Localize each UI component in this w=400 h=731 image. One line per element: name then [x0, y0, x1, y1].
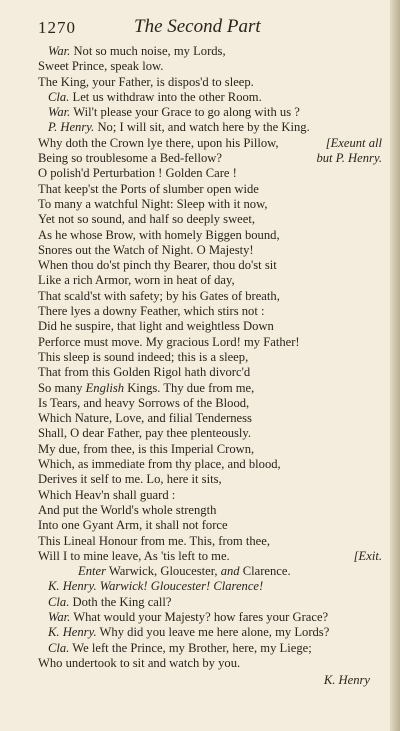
line-text: When thou do'st pinch thy Bearer, thou do'st sit [38, 258, 277, 273]
line-text: Into one Gyant Arm, it shall not force [38, 518, 228, 533]
text-line [38, 656, 382, 671]
text-line [38, 166, 382, 181]
text-line [38, 182, 382, 197]
text-line [38, 350, 382, 365]
line-text: As he whose Brow, with homely Biggen bound, [38, 227, 280, 242]
running-title: The Second Part [134, 16, 261, 37]
line-text: We left the Prince, my Brother, here, my Liege; [69, 640, 312, 655]
text-line [38, 243, 382, 258]
text-line [38, 610, 382, 625]
text-line [38, 304, 382, 319]
text-line [38, 151, 382, 166]
speaker-name: Cla. [48, 640, 70, 655]
text-line [38, 625, 382, 640]
line-text: Perforce must move. My gracious Lord! my Father! [38, 334, 300, 349]
line-text: Is Tears, and heavy Sorrows of the Blood, [38, 395, 250, 410]
line-text: Did he suspire, that light and weightless Down [38, 319, 274, 334]
line-text: Not so much noise, my Lords, [70, 44, 226, 58]
line-text: Warwick, Gloucester, [105, 564, 221, 579]
text-line [38, 120, 382, 135]
stage-direction [38, 564, 382, 579]
line-text: Kings. Thy due from me, [124, 380, 255, 395]
line-text: There lyes a downy Feather, which stirs not : [38, 304, 265, 319]
line-text: That from this Golden Rigol hath divorc'd [38, 365, 251, 380]
speaker-name: Cla. [48, 594, 70, 609]
line-text: No; I will sit, and watch here by the King. [94, 120, 310, 135]
line-text: My due, from thee, is this Imperial Crown, [38, 441, 255, 456]
speaker-name: Cla. [48, 89, 70, 104]
text-line [38, 411, 382, 426]
text-line [38, 197, 382, 212]
text-line [38, 518, 382, 533]
text-line [38, 534, 382, 549]
play-text [38, 44, 382, 671]
text-line [38, 90, 382, 105]
line-text: Wil't please your Grace to go along with us ? [70, 105, 300, 120]
text-line [38, 105, 382, 120]
text-line [38, 472, 382, 487]
text-line [38, 641, 382, 656]
text-line [38, 442, 382, 457]
line-text: Why doth the Crown lye there, upon his Pillow, [38, 135, 279, 150]
line-text: O polish'd Perturbation ! Golden Care ! [38, 166, 237, 181]
line-text: Being so troublesome a Bed-fellow? [38, 151, 222, 166]
italic-text: English [85, 380, 125, 395]
text-line [38, 595, 382, 610]
line-text: Doth the King call? [69, 594, 172, 609]
line-text: And put the World's whole strength [38, 502, 217, 517]
text-line [38, 457, 382, 472]
catchword: K. Henry [323, 673, 370, 688]
text-line [38, 396, 382, 411]
text-line [38, 44, 382, 59]
line-text: Sweet Prince, speak low. [38, 59, 164, 74]
line-text: So many [38, 380, 86, 395]
text-line [38, 381, 382, 396]
speaker-name: War. [48, 609, 71, 624]
text-line [38, 59, 382, 74]
speaker-name: K. Henry. [48, 625, 97, 640]
text-line [38, 503, 382, 518]
line-text: What would your Majesty? how fares your Grace? [70, 609, 329, 624]
text-line [38, 273, 382, 288]
text-line [38, 365, 382, 380]
line-text: Why did you leave me here alone, my Lords? [96, 625, 330, 640]
text-line [38, 212, 382, 227]
text-line [38, 335, 382, 350]
line-text: Which Heav'n shall guard : [38, 487, 176, 502]
line-text: That keep'st the Ports of slumber open wide [38, 181, 259, 196]
text-line [38, 579, 382, 594]
stage-direction-right: but P. Henry. [316, 151, 382, 166]
line-text: The King, your Father, is dispos'd to sleep. [38, 74, 254, 89]
text-line [38, 426, 382, 441]
speaker-name: War. [48, 44, 71, 58]
text-line [38, 75, 382, 90]
text-line [38, 488, 382, 503]
line-text: Like a rich Armor, worn in heat of day, [38, 273, 235, 288]
line-text: Snores out the Watch of Night. O Majesty! [38, 242, 254, 257]
page-header [38, 18, 376, 40]
page-number: 1270 [38, 18, 76, 37]
speaker-name: K. Henry. Warwick! Gloucester! Clarence! [48, 579, 264, 594]
text-line [38, 136, 382, 151]
speaker-name: War. [48, 105, 71, 120]
text-line [38, 258, 382, 273]
line-text: Shall, O dear Father, pay thee plenteously. [38, 426, 252, 441]
text-line [38, 549, 382, 564]
stage-direction-right: [Exit. [353, 548, 382, 563]
line-text: Clarence. [239, 564, 291, 579]
page-gutter [390, 0, 400, 731]
line-text: Derives it self to me. Lo, here it sits, [38, 472, 222, 487]
speaker-name: P. Henry. [48, 120, 95, 135]
line-text: Who undertook to sit and watch by you. [38, 655, 241, 670]
italic-text: Enter [78, 564, 106, 579]
line-text: Which, as immediate from thy place, and blood, [38, 457, 281, 472]
line-text: This Lineal Honour from me. This, from thee, [38, 533, 271, 548]
text-line [38, 319, 382, 334]
stage-direction-right: [Exeunt all [325, 135, 382, 150]
line-text: Will I to mine leave, As 'tis left to me. [38, 548, 230, 563]
line-text: Yet not so sound, and half so deeply sweet, [38, 212, 255, 227]
line-text: Let us withdraw into the other Room. [69, 89, 262, 104]
line-text: This sleep is sound indeed; this is a sleep, [38, 349, 249, 364]
line-text: That scald'st with safety; by his Gates of breath, [38, 288, 280, 303]
line-text: To many a watchful Night: Sleep with it now, [38, 196, 268, 211]
italic-text: and [220, 564, 240, 579]
line-text: Which Nature, Love, and filial Tenderness [38, 411, 252, 426]
text-line [38, 289, 382, 304]
text-line [38, 228, 382, 243]
